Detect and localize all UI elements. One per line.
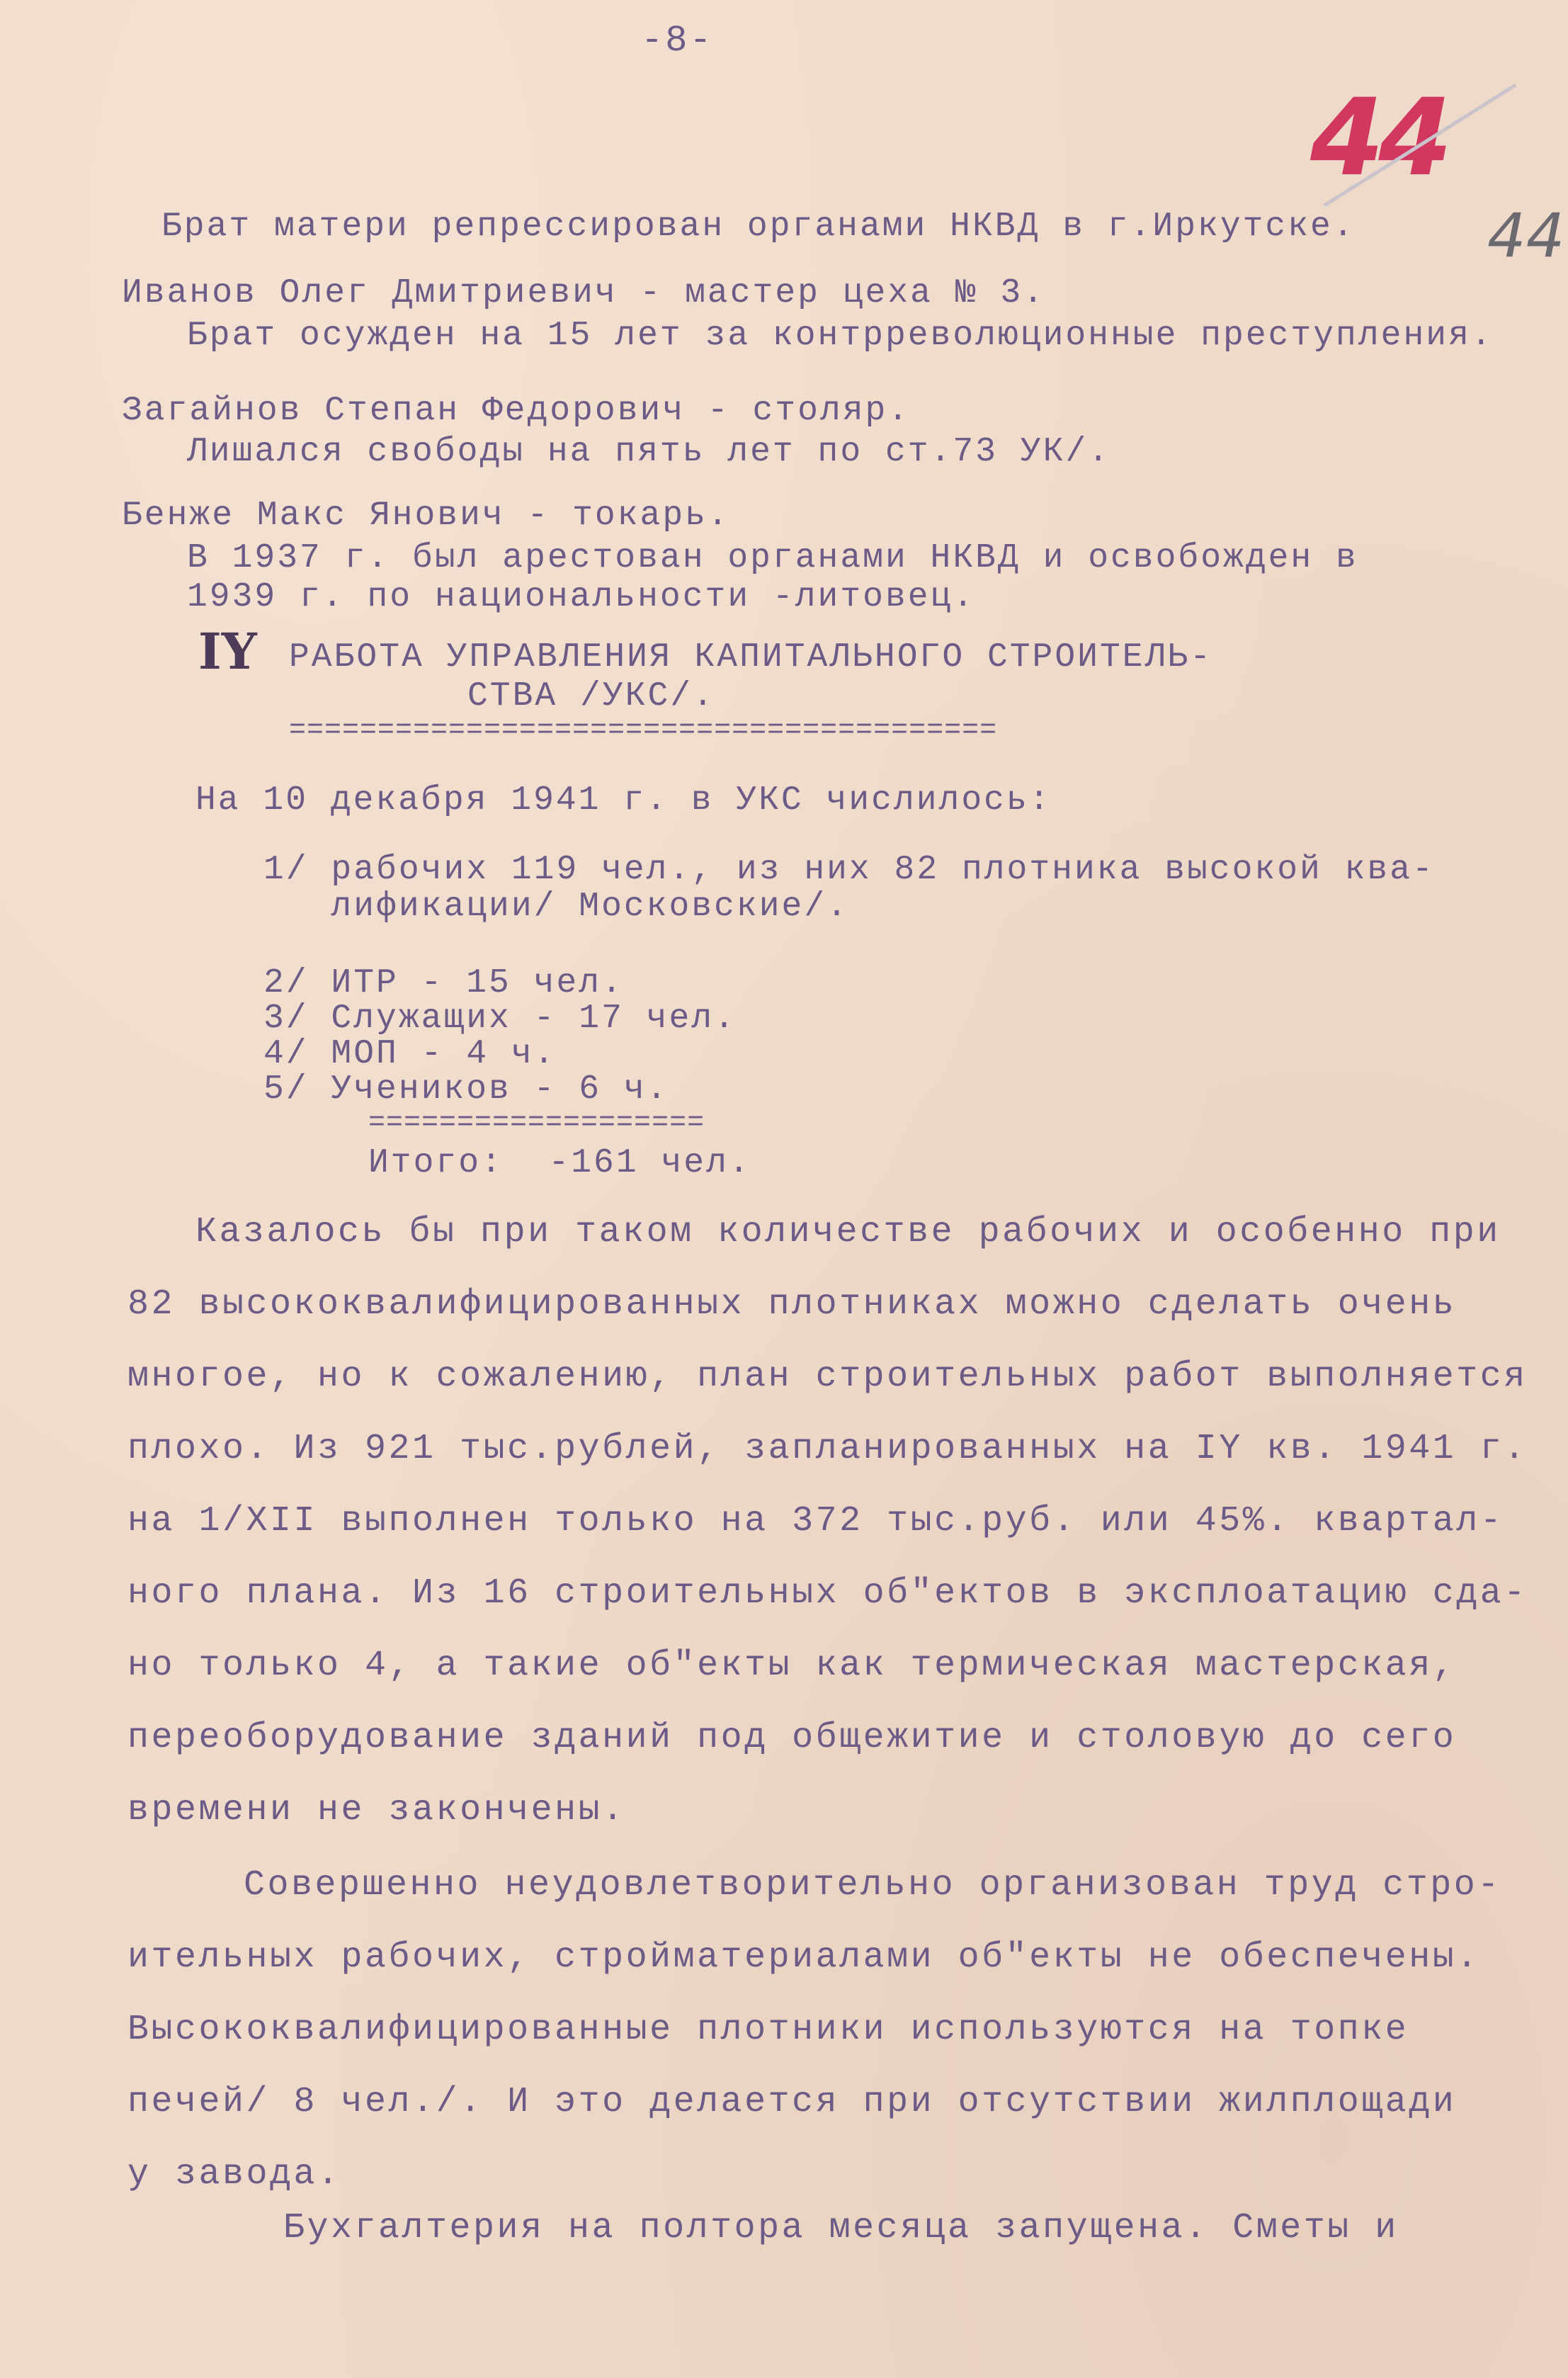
total-divider: ===================	[368, 1107, 705, 1139]
paragraph-line: 82 высококвалифицированных плотниках можно сделать очень	[127, 1284, 1457, 1325]
staff-list-item: 1/ рабочих 119 чел., из них 82 плотника высокой ква-	[263, 851, 1435, 889]
paragraph-line: Казалось бы при таком количестве рабочих и особенно при	[195, 1212, 1501, 1252]
entry-name: Иванов Олег Дмитриевич - мастер цеха № 3.	[122, 274, 1045, 312]
entry-name: Загайнов Степан Федорович - столяр.	[122, 392, 911, 430]
entry-name: Бенже Макс Янович - токарь.	[122, 497, 730, 535]
page-number: -8-	[641, 20, 714, 62]
entry-detail: Брат осужден на 15 лет за контрреволюционные преступления.	[187, 317, 1494, 355]
staff-list-item: 3/ Служащих - 17 чел.	[263, 1000, 737, 1038]
staff-list-item: 4/ МОП - 4 ч.	[263, 1035, 557, 1073]
paragraph-line: Высококвалифицированные плотники используются на топке	[127, 2010, 1409, 2050]
staff-intro: На 10 декабря 1941 г. в УКС числилось:	[195, 781, 1052, 820]
total-line: Итого: -161 чел.	[368, 1144, 751, 1182]
section-number-handwritten: IY	[198, 622, 257, 681]
paragraph-line: ного плана. Из 16 строительных об"ектов в эксплоатацию сда-	[127, 1573, 1528, 1614]
paragraph-line: Бухгалтерия на полтора месяца запущена. Сметы и	[283, 2208, 1399, 2248]
pencil-folio-number: 44	[1487, 200, 1565, 271]
entry-detail: 1939 г. по национальности -литовец.	[187, 578, 976, 616]
staff-list-item: 2/ ИТР - 15 чел.	[263, 964, 624, 1002]
strike-through-mark	[1310, 71, 1523, 213]
paragraph-line: у завода.	[127, 2154, 341, 2195]
paragraph-line: но только 4, а такие об"екты как термическая мастерская,	[127, 1646, 1457, 1686]
entry-line: Брат матери репрессирован органами НКВД в г.Иркутске.	[161, 208, 1356, 246]
staff-list-item: 5/ Учеников - 6 ч.	[263, 1070, 669, 1109]
paragraph-line: переоборудование зданий под общежитие и столовую до сего	[127, 1718, 1457, 1758]
section-underline: ========================================	[289, 715, 998, 747]
section-title-line1: РАБОТА УПРАВЛЕНИЯ КАПИТАЛЬНОГО СТРОИТЕЛЬ-	[289, 638, 1212, 676]
archive-folio-stamp: 44	[1310, 77, 1447, 200]
entry-detail: Лишался свободы на пять лет по ст.73 УК/.	[187, 433, 1110, 471]
staff-list-item: лификации/ Московские/.	[263, 888, 849, 926]
paragraph-line: на 1/XII выполнен только на 372 тыс.руб. или 45%. квартал-	[127, 1501, 1504, 1541]
section-title-line2: СТВА /УКС/.	[467, 677, 715, 715]
paragraph-line: многое, но к сожалению, план строительных работ выполняется	[127, 1357, 1528, 1397]
paragraph-line: Совершенно неудовлетворительно организован труд стро-	[244, 1865, 1501, 1906]
paragraph-line: времени не закончены.	[127, 1790, 626, 1830]
paragraph-line: ительных рабочих, стройматериалами об"екты не обеспечены.	[127, 1937, 1480, 1978]
paragraph-line: плохо. Из 921 тыс.рублей, запланированных на IY кв. 1941 г.	[127, 1429, 1528, 1469]
paragraph-line: печей/ 8 чел./. И это делается при отсутствии жилплощади	[127, 2082, 1457, 2122]
entry-detail: В 1937 г. был арестован органами НКВД и освобожден в	[187, 539, 1358, 577]
